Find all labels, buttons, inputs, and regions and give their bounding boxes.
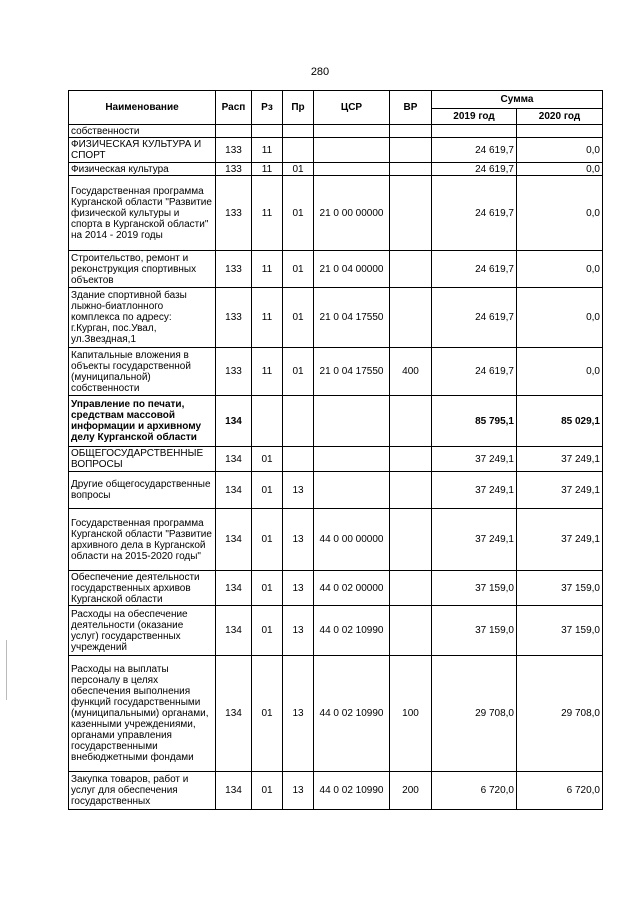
row-rasp: 134 <box>216 447 252 472</box>
row-vr <box>390 606 432 656</box>
row-vr <box>390 288 432 348</box>
row-vr <box>390 472 432 509</box>
row-pr: 01 <box>283 251 314 288</box>
row-vr <box>390 509 432 571</box>
row-sum-2019: 29 708,0 <box>432 656 517 772</box>
row-rasp: 133 <box>216 163 252 176</box>
page-number: 280 <box>310 66 330 78</box>
header-csr: ЦСР <box>314 91 390 125</box>
row-rz: 11 <box>252 348 283 396</box>
row-sum-2020: 0,0 <box>517 348 603 396</box>
row-vr <box>390 163 432 176</box>
table-row <box>69 176 603 251</box>
row-rz: 11 <box>252 138 283 163</box>
row-sum-2019 <box>432 125 517 138</box>
row-rz: 11 <box>252 288 283 348</box>
row-csr <box>314 396 390 447</box>
row-rasp: 134 <box>216 396 252 447</box>
row-csr: 44 0 02 00000 <box>314 571 390 606</box>
row-rasp: 134 <box>216 772 252 810</box>
row-rasp: 133 <box>216 348 252 396</box>
header-year-2019: 2019 год <box>432 109 517 125</box>
row-name: собственности <box>69 125 216 138</box>
row-name: Физическая культура <box>69 163 216 176</box>
row-rz: 01 <box>252 656 283 772</box>
row-rz: 01 <box>252 571 283 606</box>
row-sum-2020: 29 708,0 <box>517 656 603 772</box>
margin-mark <box>6 640 7 700</box>
row-name: Государственная программа Курганской области "Развитие архивного дела в Курганской области на 2015-2020 годы" <box>69 509 216 571</box>
row-name: Здание спортивной базы лыжно-биатлонного комплекса по адресу: г.Курган, пос.Увал, ул.Звездная,1 <box>69 288 216 348</box>
table-row <box>69 163 603 176</box>
table-row <box>69 396 603 447</box>
row-name: Расходы на выплаты персоналу в целях обеспечения выполнения функций государственными (муниципальными) органами, казенными учреждениями, органами управления государственными внебюджетными фондами <box>69 656 216 772</box>
row-vr <box>390 125 432 138</box>
row-rasp: 134 <box>216 656 252 772</box>
row-rz <box>252 125 283 138</box>
header-pr: Пр <box>283 91 314 125</box>
header-year-2020: 2020 год <box>517 109 603 125</box>
table-row <box>69 606 603 656</box>
row-rasp <box>216 125 252 138</box>
row-sum-2020: 0,0 <box>517 288 603 348</box>
row-csr: 21 0 00 00000 <box>314 176 390 251</box>
row-sum-2020: 37 159,0 <box>517 606 603 656</box>
table-row <box>69 288 603 348</box>
row-sum-2019: 37 159,0 <box>432 606 517 656</box>
row-sum-2019: 37 249,1 <box>432 472 517 509</box>
row-csr: 44 0 02 10990 <box>314 772 390 810</box>
row-csr <box>314 472 390 509</box>
row-sum-2019: 24 619,7 <box>432 176 517 251</box>
table-row <box>69 472 603 509</box>
row-sum-2019: 6 720,0 <box>432 772 517 810</box>
row-rasp: 133 <box>216 138 252 163</box>
row-vr <box>390 138 432 163</box>
row-rasp: 134 <box>216 509 252 571</box>
row-sum-2020: 85 029,1 <box>517 396 603 447</box>
row-pr: 01 <box>283 348 314 396</box>
row-sum-2020: 37 249,1 <box>517 472 603 509</box>
row-vr <box>390 396 432 447</box>
row-rasp: 134 <box>216 472 252 509</box>
row-rasp: 134 <box>216 571 252 606</box>
row-pr: 01 <box>283 288 314 348</box>
row-vr: 400 <box>390 348 432 396</box>
row-csr: 44 0 02 10990 <box>314 606 390 656</box>
row-csr: 21 0 04 00000 <box>314 251 390 288</box>
row-csr <box>314 163 390 176</box>
table-row <box>69 447 603 472</box>
row-name: Государственная программа Курганской области "Развитие физической культуры и спорта в Курганской области" на 2014 - 2019 годы <box>69 176 216 251</box>
header-rasp: Расп <box>216 91 252 125</box>
row-pr <box>283 396 314 447</box>
row-pr <box>283 447 314 472</box>
row-sum-2019: 37 249,1 <box>432 447 517 472</box>
row-sum-2019: 24 619,7 <box>432 251 517 288</box>
row-sum-2020: 37 249,1 <box>517 509 603 571</box>
row-rz: 01 <box>252 447 283 472</box>
row-rasp: 133 <box>216 251 252 288</box>
row-vr <box>390 176 432 251</box>
row-rasp: 133 <box>216 288 252 348</box>
row-vr: 200 <box>390 772 432 810</box>
row-sum-2020: 37 249,1 <box>517 447 603 472</box>
header-rz: Рз <box>252 91 283 125</box>
header-vr: ВР <box>390 91 432 125</box>
row-vr <box>390 447 432 472</box>
row-pr: 13 <box>283 656 314 772</box>
row-rasp: 133 <box>216 176 252 251</box>
row-pr: 13 <box>283 606 314 656</box>
row-pr: 13 <box>283 472 314 509</box>
row-pr: 01 <box>283 163 314 176</box>
table-row <box>69 125 603 138</box>
header-name: Наименование <box>69 91 216 125</box>
row-sum-2019: 24 619,7 <box>432 348 517 396</box>
row-csr: 21 0 04 17550 <box>314 288 390 348</box>
row-rasp: 134 <box>216 606 252 656</box>
table-row <box>69 138 603 163</box>
row-sum-2019: 24 619,7 <box>432 163 517 176</box>
row-vr <box>390 571 432 606</box>
row-sum-2020: 37 159,0 <box>517 571 603 606</box>
row-rz: 11 <box>252 251 283 288</box>
row-pr <box>283 125 314 138</box>
row-sum-2019: 24 619,7 <box>432 138 517 163</box>
row-csr <box>314 447 390 472</box>
row-name: ФИЗИЧЕСКАЯ КУЛЬТУРА И СПОРТ <box>69 138 216 163</box>
table-row <box>69 571 603 606</box>
row-sum-2020 <box>517 125 603 138</box>
table-row <box>69 251 603 288</box>
row-rz <box>252 396 283 447</box>
row-rz: 01 <box>252 472 283 509</box>
row-rz: 11 <box>252 163 283 176</box>
row-csr <box>314 125 390 138</box>
row-sum-2020: 0,0 <box>517 163 603 176</box>
row-name: Расходы на обеспечение деятельности (оказание услуг) государственных учреждений <box>69 606 216 656</box>
row-pr: 13 <box>283 509 314 571</box>
row-name: Обеспечение деятельности государственных архивов Курганской области <box>69 571 216 606</box>
row-csr <box>314 138 390 163</box>
row-rz: 01 <box>252 606 283 656</box>
row-name: Управление по печати, средствам массовой информации и архивному делу Курганской области <box>69 396 216 447</box>
table-row <box>69 348 603 396</box>
header-summa: Сумма <box>432 91 603 109</box>
row-csr: 44 0 02 10990 <box>314 656 390 772</box>
budget-table <box>68 90 603 810</box>
row-name: Капитальные вложения в объекты государственной (муниципальной) собственности <box>69 348 216 396</box>
row-pr: 13 <box>283 571 314 606</box>
row-csr: 44 0 00 00000 <box>314 509 390 571</box>
row-pr <box>283 138 314 163</box>
row-name: Строительство, ремонт и реконструкция спортивных объектов <box>69 251 216 288</box>
row-rz: 11 <box>252 176 283 251</box>
row-sum-2020: 0,0 <box>517 251 603 288</box>
row-sum-2020: 6 720,0 <box>517 772 603 810</box>
row-name: ОБЩЕГОСУДАРСТВЕННЫЕ ВОПРОСЫ <box>69 447 216 472</box>
row-sum-2020: 0,0 <box>517 176 603 251</box>
table-row <box>69 656 603 772</box>
row-sum-2019: 24 619,7 <box>432 288 517 348</box>
row-csr: 21 0 04 17550 <box>314 348 390 396</box>
row-rz: 01 <box>252 772 283 810</box>
row-vr <box>390 251 432 288</box>
row-name: Другие общегосударственные вопросы <box>69 472 216 509</box>
row-pr: 01 <box>283 176 314 251</box>
row-pr: 13 <box>283 772 314 810</box>
row-sum-2019: 85 795,1 <box>432 396 517 447</box>
row-sum-2019: 37 159,0 <box>432 571 517 606</box>
row-sum-2020: 0,0 <box>517 138 603 163</box>
row-name: Закупка товаров, работ и услуг для обеспечения государственных <box>69 772 216 810</box>
row-sum-2019: 37 249,1 <box>432 509 517 571</box>
row-rz: 01 <box>252 509 283 571</box>
row-vr: 100 <box>390 656 432 772</box>
table-row <box>69 772 603 810</box>
table-row <box>69 509 603 571</box>
